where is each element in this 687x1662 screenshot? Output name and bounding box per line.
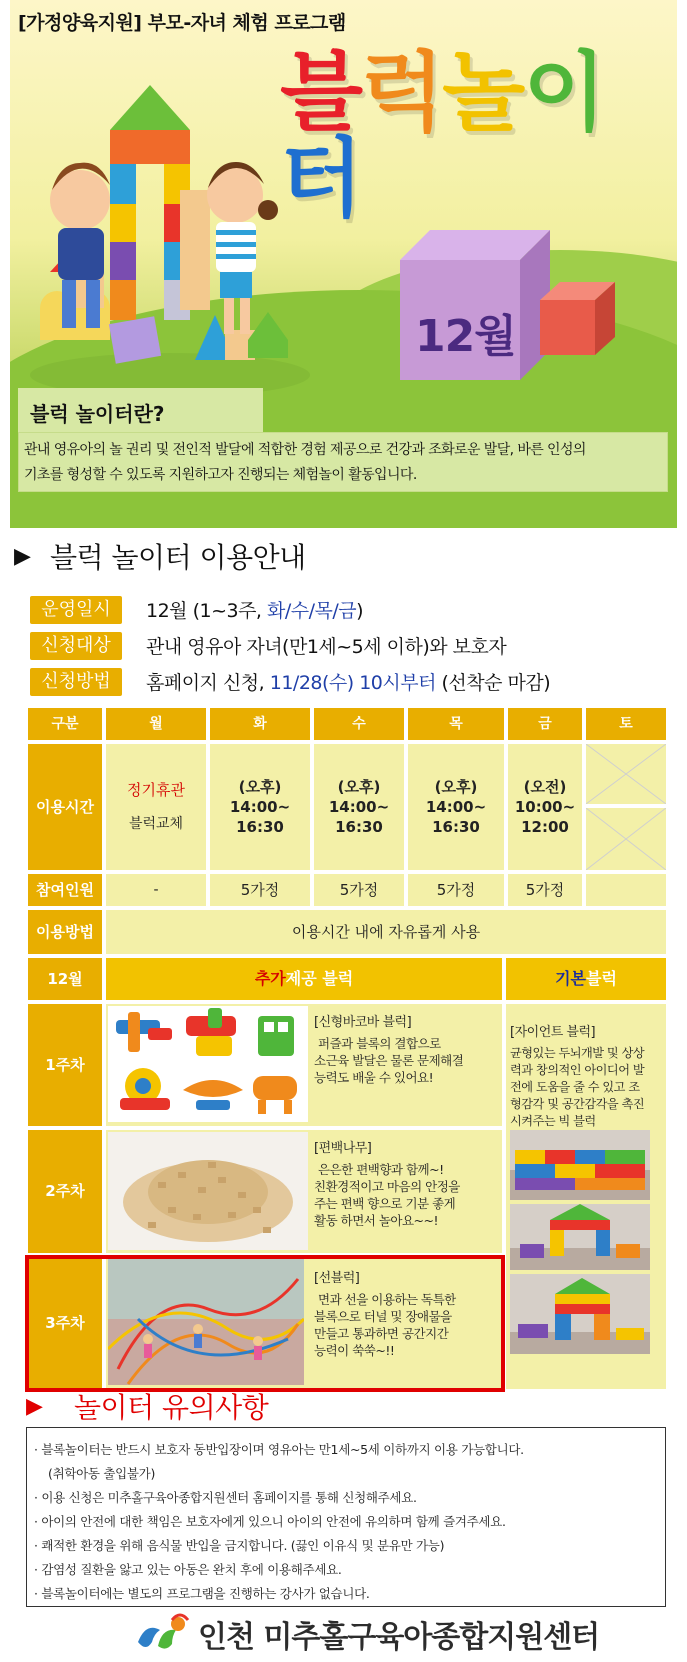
note-item-2: · 이용 신청은 미추홀구육아종합지원센터 홈페이지를 통해 신청해주세요. [34,1490,417,1505]
basic-desc-line-1: 균형있는 두뇌개발 및 상상 [510,1046,645,1060]
header-sat: 토 [586,708,666,740]
week-2-desc-line-1: 은은한 편백향과 함께~! [318,1162,444,1177]
tue-end: 16:30 [236,818,284,837]
guide-section-title: 블럭 놀이터 이용안내 [50,541,306,574]
note-item-5: · 감염성 질환을 앓고 있는 아동은 완치 후에 이용해주세요. [34,1562,342,1577]
week-3-desc-line-3: 만들고 통과하면 공간지간 [314,1326,449,1341]
eligibility-label: 신청대상 [30,632,122,660]
header-mon: 월 [106,708,206,740]
giant-blocks-photo-3 [510,1274,650,1354]
week-2-label: 2주차 [28,1130,102,1253]
children-blocks-illustration [20,40,320,410]
week-3-label: 3주차 [28,1257,102,1389]
eligibility-text: 관내 영유아 자녀(만1세~5세 이하)와 보호자 [146,636,507,658]
basic-word: 기본 [555,969,586,989]
application-method-text [146,668,550,695]
tue-time-cell [210,744,310,870]
header-tue: 화 [210,708,310,740]
giant-blocks-photo-1 [510,1130,650,1200]
week-3-desc-line-4: 능력이 쑥쑥~!! [314,1343,395,1358]
header-category: 구분 [28,708,102,740]
title-char-1: 블 [280,43,362,143]
operating-days: 화/수/목/금 [267,600,357,622]
month-badge: 12월 [415,311,516,362]
header-thu: 목 [408,708,504,740]
week-1-desc-line-1: 퍼즐과 블록의 결합으로 [318,1036,441,1051]
participants-label: 참여인원 [28,874,102,906]
thu-start: 14:00~ [425,797,487,816]
application-method-label: 신청방법 [30,668,122,696]
section-arrow-icon: ▶ [14,544,31,569]
header-wed: 수 [314,708,404,740]
week-2-desc-line-2: 친환경적이고 마음의 안정을 [314,1179,460,1194]
week-2-wood-chips-photo [108,1132,308,1250]
thu-end: 16:30 [432,818,480,837]
usage-time-label: 이용시간 [28,744,102,870]
participants-fri: 5가정 [508,874,582,906]
thu-time-cell [408,744,504,870]
week-1-label: 1주차 [28,1004,102,1126]
title-char-3: 놀 [442,43,524,143]
application-method-main: 홈페이지 신청, [146,672,270,694]
tue-period: (오후) [238,777,282,796]
center-logo-icon [132,1612,192,1658]
wed-period: (오후) [337,777,381,796]
basic-desc-line-4: 형감각 및 공간감각을 촉진 [510,1097,645,1111]
description-line-1: 관내 영유아의 놀 권리 및 전인적 발달에 적합한 경험 제공으로 건강과 조화로운 발달, 바른 인성의 [24,442,586,458]
participants-sat [586,874,666,906]
tue-start: 14:00~ [229,797,291,816]
wed-time-cell [314,744,404,870]
participants-thu: 5가정 [408,874,504,906]
sat-empty-cell-1 [586,744,666,804]
note-item-1-sub: (취학아동 출입불가) [48,1466,156,1481]
organization-name: 인천 미추홀구육아종합지원센터 [198,1620,600,1655]
basic-desc-line-5: 시켜주는 빅 블럭 [510,1114,596,1128]
extra-blocks-header [106,958,502,1000]
note-item-4: · 쾌적한 환경을 위해 음식물 반입을 금지합니다. (끓인 이유식 및 분유만 가능) [34,1538,445,1553]
operating-dates-label: 운영일시 [30,596,122,624]
week-1-description [314,1014,500,1086]
fri-time-cell [508,744,582,870]
week-3-desc-line-2: 블록으로 터널 및 장애물을 [314,1309,452,1324]
basic-rest: 블럭 [586,969,617,989]
fri-start: 10:00~ [514,797,576,816]
usage-method-label: 이용방법 [28,910,102,954]
mon-closed-cell [106,744,206,870]
week-2-description [314,1140,500,1229]
operating-dates-close: ) [356,600,364,622]
wed-start: 14:00~ [328,797,390,816]
operating-dates-main: 12월 (1~3주, [146,600,268,622]
week-1-desc-line-3: 능력도 배울 수 있어요! [314,1070,434,1085]
sat-empty-cell-2 [586,808,666,870]
week-3-highlight-box [25,1255,505,1392]
fri-period: (오전) [523,777,567,796]
block-replacement: 블럭교체 [128,815,184,832]
notes-section-title: 놀이터 유의사항 [74,1391,269,1424]
week-2-title: [편백나무] [314,1141,372,1156]
note-item-1: · 블록놀이터는 반드시 보호자 동반입장이며 영유아는 만1세~5세 이하까지 이용 가능합니다. [34,1442,524,1457]
fri-end: 12:00 [521,818,569,837]
cross-mark-icon [586,744,666,804]
participants-mon: - [106,874,206,906]
what-is-title: 블럭 놀이터란? [30,402,165,426]
note-item-3: · 아이의 안전에 대한 책임은 보호자에게 있으니 아이의 안전에 유의하며 함께 즐겨주세요. [34,1514,506,1529]
month-label: 12월 [28,958,102,1000]
week-1-block-photo [108,1006,308,1122]
operating-dates-text [146,596,363,623]
wed-end: 16:30 [335,818,383,837]
giant-blocks-photo-2 [510,1204,650,1270]
extra-word: 추가 [254,969,286,989]
week-1-title: [신형바코바 블럭] [314,1015,412,1030]
week-3-desc-line-1: 면과 선을 이용하는 독특한 [318,1292,456,1307]
notes-arrow-icon: ▶ [26,1394,43,1419]
header-fri: 금 [508,708,582,740]
participants-wed: 5가정 [314,874,404,906]
basic-block-description [510,1024,666,1130]
title-char-4: 이 [523,43,605,143]
basic-blocks-header [506,958,666,1000]
basic-desc-line-2: 력과 창의적인 아이디어 발 [510,1063,645,1077]
week-2-desc-line-3: 주는 편백 향으로 기분 좋게 [314,1196,456,1211]
program-category-tag: [가정양육지원] 부모-자녀 체험 프로그램 [18,12,346,34]
note-item-6: · 블록놀이터에는 별도의 프로그램을 진행하는 강사가 없습니다. [34,1586,370,1601]
application-start: 11/28(수) 10시부터 [269,672,436,694]
program-description [24,438,664,488]
basic-block-title: [자이언트 블럭] [510,1025,596,1040]
thu-period: (오후) [434,777,478,796]
basic-desc-line-3: 전에 도움을 줄 수 있고 조 [510,1080,640,1094]
title-char-5: 터 [280,129,362,229]
program-title [280,43,677,229]
application-note: (선착순 마감) [435,672,551,694]
week-2-desc-line-4: 활동 하면서 놀아요~~! [314,1213,439,1228]
description-line-2: 기초를 형성할 수 있도록 지원하고자 진행되는 체험놀이 활동입니다. [24,467,417,483]
regular-closure: 정기휴관 [127,781,185,800]
title-char-2: 럭 [361,43,443,143]
week-3-title: [선블럭] [314,1271,360,1286]
extra-rest: 제공 블럭 [285,969,354,989]
participants-tue: 5가정 [210,874,310,906]
cross-mark-icon [586,808,666,870]
week-1-desc-line-2: 소근육 발달은 물론 문제해결 [314,1053,464,1068]
usage-method-text: 이용시간 내에 자유롭게 사용 [106,910,666,954]
